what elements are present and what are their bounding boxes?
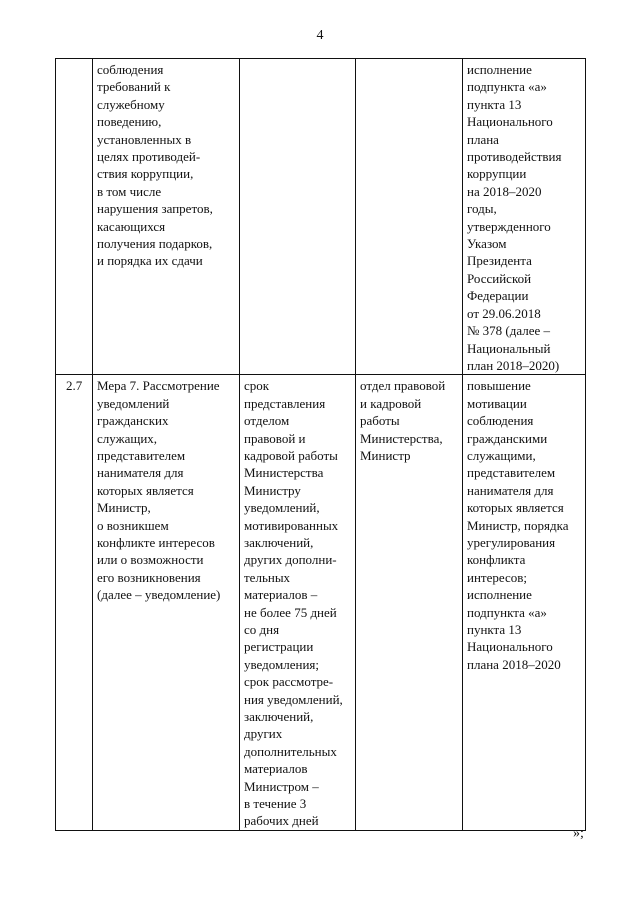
cell-line: тельных xyxy=(244,569,291,585)
cell-line: Национальный xyxy=(467,340,551,356)
cell-line: получения подарков, xyxy=(97,236,213,252)
cell-line: служащих, xyxy=(97,430,158,446)
cell-line: представителем xyxy=(467,465,556,481)
cell-line: работы xyxy=(360,413,400,429)
responsible-cell xyxy=(356,59,463,375)
cell-line: нанимателя для xyxy=(97,465,184,481)
cell-line: коррупции xyxy=(467,166,527,182)
cell-line: мотивированных xyxy=(244,517,339,533)
cell-line: требований к xyxy=(97,79,171,95)
cell-line: уведомления; xyxy=(244,656,320,672)
cell-line: утвержденного xyxy=(467,218,551,234)
cell-line: и порядка их сдачи xyxy=(97,253,203,269)
cell-line: в том числе xyxy=(97,183,162,199)
cell-line: Министром – xyxy=(244,778,319,794)
cell-line: нанимателя для xyxy=(467,482,554,498)
cell-line: соблюдения xyxy=(467,413,534,429)
measure-cell xyxy=(93,375,240,831)
cell-line: срок xyxy=(244,378,270,394)
cell-line: Министерства, xyxy=(360,430,443,446)
cell-line: подпункта «а» xyxy=(467,604,547,620)
cell-line: Министру xyxy=(244,482,301,498)
cell-line: от 29.06.2018 xyxy=(467,305,541,321)
cell-line: ствия коррупции, xyxy=(97,166,194,182)
cell-line: исполнение xyxy=(467,62,532,77)
cell-line: план 2018–2020) xyxy=(467,357,560,373)
cell-line: которых является xyxy=(467,500,564,516)
cell-line: поведению, xyxy=(97,114,162,130)
cell-line: рабочих дней xyxy=(244,813,319,829)
cell-line: годы, xyxy=(467,201,497,217)
cell-line: нарушения запретов, xyxy=(97,201,213,217)
cell-line: Министр xyxy=(360,447,411,463)
cell-line: служебному xyxy=(97,96,165,112)
cell-line: правовой и xyxy=(244,430,306,446)
cell-line: других дополни- xyxy=(244,552,337,568)
cell-line: заключений, xyxy=(244,709,314,725)
cell-line: кадровой работы xyxy=(244,447,338,463)
cell-line: его возникновения xyxy=(97,569,201,585)
cell-line: уведомлений xyxy=(97,395,170,411)
cell-line: касающихся xyxy=(97,218,166,234)
cell-line: № 378 (далее – xyxy=(467,323,551,339)
cell-line: Президента xyxy=(467,253,532,269)
cell-line: материалов xyxy=(244,761,308,777)
cell-line: со дня xyxy=(244,622,280,637)
table-row xyxy=(56,59,586,375)
page-number: 4 xyxy=(316,28,324,43)
cell-line: Министр, порядка xyxy=(467,517,569,533)
cell-line: пункта 13 xyxy=(467,96,522,112)
cell-line: заключений, xyxy=(244,534,314,550)
cell-line: Национального xyxy=(467,114,553,130)
cell-line: Национального xyxy=(467,639,553,655)
row-number xyxy=(56,59,93,375)
cell-line: гражданских xyxy=(97,413,169,429)
responsible-cell xyxy=(356,375,463,831)
cell-line: срок рассмотре- xyxy=(244,674,334,690)
cell-line: Мера 7. Рассмотрение xyxy=(97,378,220,394)
cell-line: не более 75 дней xyxy=(244,604,337,620)
result-cell xyxy=(463,375,586,831)
cell-line: Федерации xyxy=(467,288,529,304)
result-cell xyxy=(463,59,586,375)
cell-line: представления xyxy=(244,395,326,411)
cell-line: соблюдения xyxy=(97,62,164,77)
cell-line: отдел правовой xyxy=(360,378,446,394)
cell-line: подпункта «а» xyxy=(467,79,547,95)
cell-line: о возникшем xyxy=(97,517,169,533)
cell-line: представителем xyxy=(97,447,186,463)
cell-line: на 2018–2020 xyxy=(467,183,542,199)
cell-line: других xyxy=(244,726,283,742)
cell-line: плана 2018–2020 xyxy=(467,656,561,672)
cell-line: мотивации xyxy=(467,395,527,411)
deadline-cell xyxy=(240,59,356,375)
cell-line: регистрации xyxy=(244,639,314,655)
measures-table xyxy=(55,58,586,831)
cell-line: и кадровой xyxy=(360,395,422,411)
cell-line: Министерства xyxy=(244,465,324,481)
cell-line: урегулирования xyxy=(467,534,556,550)
cell-line: интересов; xyxy=(467,569,527,585)
cell-line: дополнительных xyxy=(244,743,337,759)
cell-line: уведомлений, xyxy=(244,500,320,516)
closing-quote-mark: »; xyxy=(573,826,584,841)
cell-line: служащими, xyxy=(467,447,536,463)
cell-line: или о возможности xyxy=(97,552,204,568)
cell-line: гражданскими xyxy=(467,430,548,446)
cell-line: пункта 13 xyxy=(467,622,522,637)
deadline-cell xyxy=(240,375,356,831)
cell-line: (далее – уведомление) xyxy=(97,587,221,603)
cell-line: конфликте интересов xyxy=(97,534,215,550)
cell-line: плана xyxy=(467,131,499,147)
cell-line: повышение xyxy=(467,378,531,394)
cell-line: материалов – xyxy=(244,587,318,603)
cell-line: ния уведомлений, xyxy=(244,691,343,707)
row-number: 2.7 xyxy=(56,375,93,831)
cell-line: противодействия xyxy=(467,149,562,165)
cell-line: Министр, xyxy=(97,500,151,516)
cell-line: установленных в xyxy=(97,131,192,147)
cell-line: которых является xyxy=(97,482,194,498)
cell-line: Указом xyxy=(467,236,507,252)
cell-line: исполнение xyxy=(467,587,532,603)
cell-line: в течение 3 xyxy=(244,796,307,812)
cell-line: конфликта xyxy=(467,552,526,568)
cell-line: Российской xyxy=(467,270,532,286)
table-row xyxy=(56,375,586,831)
measure-cell xyxy=(93,59,240,375)
cell-line: отделом xyxy=(244,413,290,429)
cell-line: целях противодей- xyxy=(97,149,201,165)
